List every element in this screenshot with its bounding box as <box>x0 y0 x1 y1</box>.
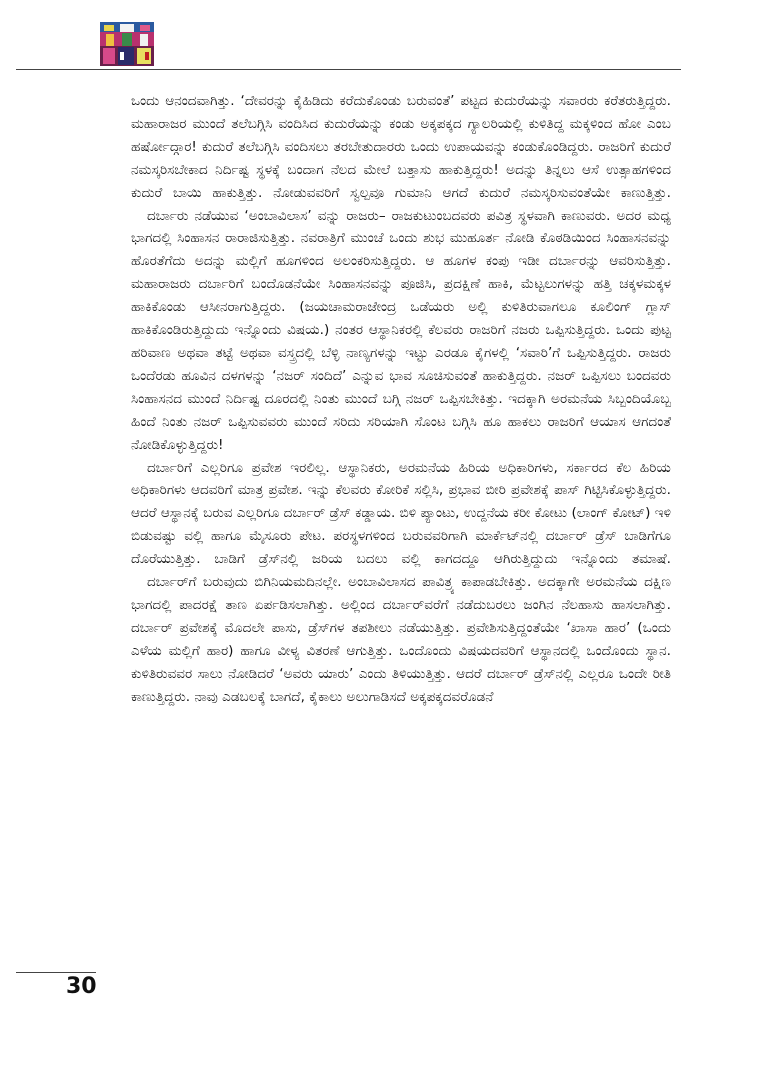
paragraph-2: ದರ್ಬಾರು ನಡೆಯುವ ‘ಅಂಬಾವಿಲಾಸ’ ವನ್ನು ರಾಜರು– ರಾಜಕುಟುಂಬದವರು ಪವಿತ್ರ ಸ್ಥಳವಾಗಿ ಕಾಣುವರು. ಅದರ ಮಧ್ಯ ಭಾಗದಲ್ಲಿ ಸಿಂಹಾಸನ ರಾರಾಜಿಸುತ್ತಿತ್ತು. ನವರಾತ್ರಿಗೆ ಮುಂಚೆ ಒಂದು ಶುಭ ಮುಹೂರ್ತ ನೋಡಿ ಕೊಠಡಿಯಿಂದ ಸಿಂಹಾಸನವನ್ನು ಹೊರತೆಗೆದು ಅದನ್ನು ಮಲ್ಲಿಗೆ ಹೂಗಳಿಂದ ಅಲಂಕರಿಸುತ್ತಿದ್ದರು. ಆ ಹೂಗಳ ಕಂಪು ಇಡೀ ದರ್ಬಾರನ್ನು ಆವರಿಸುತ್ತಿತ್ತು. ಮಹಾರಾಜರು ದರ್ಬಾರಿಗೆ ಬಂದೊಡನೆಯೇ ಸಿಂಹಾಸನವನ್ನು ಪೂಜಿಸಿ, ಪ್ರದಕ್ಷಿಣೆ ಹಾಕಿ, ಮೆಟ್ಟಲುಗಳನ್ನು ಹತ್ತಿ ಚಕ್ಕಳಮಕ್ಕಳ ಹಾಕಿಕೊಂಡು ಆಸೀನರಾಗುತ್ತಿದ್ದರು. (ಜಯಚಾಮರಾಜೇಂದ್ರ ಒಡೆಯರು ಅಲ್ಲಿ ಕುಳಿತಿರುವಾಗಲೂ ಕೂಲಿಂಗ್ ಗ್ಲಾಸ್ ಹಾಕಿಕೊಂಡಿರುತ್ತಿದ್ದುದು ಇನ್ನೊಂದು ವಿಷಯ.) ನಂತರ ಆಸ್ಥಾನಿಕರಲ್ಲಿ ಕೆಲವರು ರಾಜರಿಗೆ ನಜರು ಒಪ್ಪಿಸುತ್ತಿದ್ದರು. ಒಂದು ಪುಟ್ಟ ಹರಿವಾಣ ಅಥವಾ ತಟ್ಟೆ ಅಥವಾ ವಸ್ತ್ರದಲ್ಲಿ ಬೆಳ್ಳಿ ನಾಣ್ಯಗಳನ್ನು ಇಟ್ಟು ಎರಡೂ ಕೈಗಳಲ್ಲಿ ‘ಸವಾರಿ’ಗೆ ಒಪ್ಪಿಸುತ್ತಿದ್ದರು. ರಾಜರು ಒಂದೆರಡು ಹೂವಿನ ದಳಗಳನ್ನು ‘ನಜರ್ ಸಂದಿದೆ’ ಎನ್ನುವ ಭಾವ ಸೂಚಿಸುವಂತೆ ಹಾಕುತ್ತಿದ್ದರು. ನಜರ್ ಒಪ್ಪಿಸಲು ಬಂದವರು ಸಿಂಹಾಸನದ ಮುಂದೆ ನಿರ್ದಿಷ್ಟ ದೂರದಲ್ಲಿ ನಿಂತು ಮುಂದೆ ಬಗ್ಗಿ ನಜರ್ ಒಪ್ಪಿಸಬೇಕಿತ್ತು. ಇದಕ್ಕಾಗಿ ಅರಮನೆಯ ಸಿಬ್ಬಂದಿಯೊಬ್ಬ ಹಿಂದೆ ನಿಂತು ನಜರ್ ಒಪ್ಪಿಸುವವರು ಮುಂದೆ ಸರಿದು ಸರಿಯಾಗಿ ಸೊಂಟ ಬಗ್ಗಿಸಿ ಹೂ ಹಾಕಲು ರಾಜರಿಗೆ ಆಯಾಸ ಆಗದಂತೆ ನೋಡಿಕೊಳ್ಳುತ್ತಿದ್ದರು! <box>131 207 671 453</box>
header-image <box>100 22 154 66</box>
paragraph-1: ಒಂದು ಆನಂದವಾಗಿತ್ತು. ‘ದೇವರನ್ನು ಕೈಹಿಡಿದು ಕರೆದುಕೊಂಡು ಬರುವಂತೆ’ ಪಟ್ಟದ ಕುದುರೆಯನ್ನು ಸವಾರರು ಕರೆತರುತ್ತಿದ್ದರು. ಮಹಾರಾಜರ ಮುಂದೆ ತಲೆಬಗ್ಗಿಸಿ ವಂದಿಸಿದ ಕುದುರೆಯನ್ನು ಕಂಡು ಅಕ್ಕಪಕ್ಕದ ಗ್ಯಾಲರಿಯಲ್ಲಿ ಕುಳಿತಿದ್ದ ಮಕ್ಕಳಿಂದ ಹೋ ಎಂಬ ಹರ್ಷೋದ್ಗಾರ! ಕುದುರೆ ತಲೆಬಗ್ಗಿಸಿ ವಂದಿಸಲು ತರಬೇತುದಾರರು ಒಂದು ಉಪಾಯವನ್ನು ಕಂಡುಕೊಂಡಿದ್ದರು. ರಾಜರಿಗೆ ಕುದುರೆ ನಮಸ್ಕರಿಸಬೇಕಾದ ನಿರ್ದಿಷ್ಟ ಸ್ಥಳಕ್ಕೆ ಬಂದಾಗ ನೆಲದ ಮೇಲೆ ಬತ್ತಾಸು ಹಾಕುತ್ತಿದ್ದರು! ಅದನ್ನು ತಿನ್ನಲು ಆಸೆ ಉತ್ಸಾಹಗಳಿಂದ ಕುದುರೆ ಬಾಯಿ ಹಾಕುತ್ತಿತ್ತು. ನೋಡುವವರಿಗೆ ಸ್ವಲ್ಪವೂ ಗುಮಾನಿ ಆಗದೆ ಕುದುರೆ ನಮಸ್ಕರಿಸುವಂತೆಯೇ ಕಾಣುತ್ತಿತ್ತು. <box>131 93 671 201</box>
page-number: 30 <box>66 974 97 999</box>
body-text <box>131 90 671 708</box>
footer-rule <box>16 972 96 973</box>
paragraph-3: ದರ್ಬಾರಿಗೆ ಎಲ್ಲರಿಗೂ ಪ್ರವೇಶ ಇರಲಿಲ್ಲ. ಆಸ್ಥಾನಿಕರು, ಅರಮನೆಯ ಹಿರಿಯ ಅಧಿಕಾರಿಗಳು, ಸರ್ಕಾರದ ಕೆಲ ಹಿರಿಯ ಅಧಿಕಾರಿಗಳು ಆದವರಿಗೆ ಮಾತ್ರ ಪ್ರವೇಶ. ಇನ್ನು ಕೆಲವರು ಕೋರಿಕೆ ಸಲ್ಲಿಸಿ, ಪ್ರಭಾವ ಬೀರಿ ಪ್ರವೇಶಕ್ಕೆ ಪಾಸ್ ಗಿಟ್ಟಿಸಿಕೊಳ್ಳುತ್ತಿದ್ದರು. ಆದರೆ ಆಸ್ಥಾನಕ್ಕೆ ಬರುವ ಎಲ್ಲರಿಗೂ ದರ್ಬಾರ್ ಡ್ರೆಸ್ ಕಡ್ಡಾಯ. ಬಿಳಿ ಪ್ಯಾಂಟು, ಉದ್ದನೆಯ ಕರೀ ಕೋಟು (ಲಾಂಗ್ ಕೋಟ್) ಇಳಿ ಬಿಡುವಷ್ಟು ವಲ್ಲಿ ಹಾಗೂ ಮೈಸೂರು ಪೇಟ. ಪರಸ್ಥಳಗಳಿಂದ ಬರುವವರಿಗಾಗಿ ಮಾರ್ಕೆಟ್‌ನಲ್ಲಿ ದರ್ಬಾರ್ ಡ್ರೆಸ್ ಬಾಡಿಗೆಗೂ ದೊರೆಯುತ್ತಿತ್ತು. ಬಾಡಿಗೆ ಡ್ರೆಸ್‌ನಲ್ಲಿ ಜರಿಯ ಬದಲು ವಲ್ಲಿ ಕಾಗದದ್ದೂ ಆಗಿರುತ್ತಿದ್ದುದು ಇನ್ನೊಂದು ತಮಾಷೆ. <box>131 459 671 568</box>
paragraph-4: ದರ್ಬಾರ್‌ಗೆ ಬರುವುದು ಬಿಗಿನಿಯಮದಿನಲ್ಲೇ. ಅಂಬಾವಿಲಾಸದ ಪಾವಿತ್ರ್ಯ ಕಾಪಾಡಬೇಕಿತ್ತು. ಅದಕ್ಕಾಗೇ ಅರಮನೆಯ ದಕ್ಷಿಣ ಭಾಗದಲ್ಲಿ ಪಾದರಕ್ಷೆ ತಾಣ ಏರ್ಪಡಿಸಲಾಗಿತ್ತು. ಅಲ್ಲಿಂದ ದರ್ಬಾರ್‌ವರೆಗೆ ನಡೆದುಬರಲು ಜಂಗಿನ ನೆಲಹಾಸು ಹಾಸಲಾಗಿತ್ತು. ದರ್ಬಾರ್ ಪ್ರವೇಶಕ್ಕೆ ಮೊದಲೇ ಪಾಸು, ಡ್ರೆಸ್‌ಗಳ ತಪಶೀಲು ನಡೆಯುತ್ತಿತ್ತು. ಪ್ರವೇಶಿಸುತ್ತಿದ್ದಂತೆಯೇ ‘ಖಾಸಾ ಹಾರ’ (ಒಂದು ಎಳೆಯ ಮಲ್ಲಿಗೆ ಹಾರ) ಹಾಗೂ ವೀಳ್ಯ ವಿತರಣೆ ಆಗುತ್ತಿತ್ತು. ಒಂದೊಂದು ವಿಷಯದವರಿಗೆ ಆಸ್ಥಾನದಲ್ಲಿ ಒಂದೊಂದು ಸ್ಥಾನ. ಕುಳಿತಿರುವವರ ಸಾಲು ನೋಡಿದರೆ ‘ಅವರು ಯಾರು’ ಎಂದು ತಿಳಿಯುತ್ತಿತ್ತು. ಆದರೆ ದರ್ಬಾರ್ ಡ್ರೆಸ್‌ನಲ್ಲಿ ಎಲ್ಲರೂ ಒಂದೇ ರೀತಿ ಕಾಣುತ್ತಿದ್ದರು. ನಾವು ಎಡಬಲಕ್ಕೆ ಬಾಗದೆ, ಕೈಕಾಲು ಅಲುಗಾಡಿಸದೆ ಅಕ್ಕಪಕ್ಕದವರೊಡನೆ <box>131 574 671 705</box>
temple-photo-thumbnail-icon <box>100 22 154 66</box>
header-rule <box>16 69 681 70</box>
